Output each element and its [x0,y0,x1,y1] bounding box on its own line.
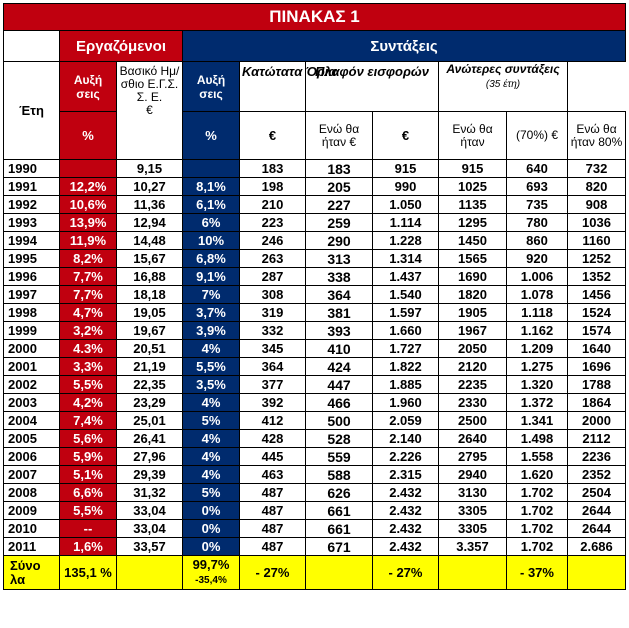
header-years: Έτη [4,62,60,160]
table-row [4,412,626,430]
cell-ceiling: 2.315 [373,466,439,484]
cell-ceiling-would-be: 915 [439,160,507,178]
cell-basic-wage: 23,29 [117,394,183,412]
cell-ceiling: 1.597 [373,304,439,322]
table-row [4,448,626,466]
cell-min-limit: 487 [240,538,306,556]
cell-raise-employees: 5,1% [60,466,117,484]
cell-min-would-be: 424 [306,358,373,376]
cell-raise-employees [60,160,117,178]
cell-upper-80: 1160 [568,232,626,250]
header-ceiling-euro: € [373,112,439,160]
cell-upper-70: 1.320 [507,376,568,394]
cell-upper-70: 1.558 [507,448,568,466]
header-upper-70: (70%) € [507,112,568,160]
cell-basic-wage: 15,67 [117,250,183,268]
table-row [4,430,626,448]
cell-min-would-be: 259 [306,214,373,232]
cell-upper-80: 1352 [568,268,626,286]
cell-raise-employees: 4.3% [60,340,117,358]
cell-raise-employees: 7,7% [60,286,117,304]
table-row [4,358,626,376]
cell-upper-70: 1.118 [507,304,568,322]
header-basic-wage-unit: € [146,103,153,117]
cell-upper-70: 735 [507,196,568,214]
cell-ceiling: 915 [373,160,439,178]
totals-min-empty [306,556,373,590]
table-row [4,304,626,322]
cell-ceiling: 1.437 [373,268,439,286]
cell-basic-wage: 33,57 [117,538,183,556]
cell-min-would-be: 500 [306,412,373,430]
cell-upper-70: 640 [507,160,568,178]
table-title: ΠΙΝΑΚΑΣ 1 [4,4,626,31]
cell-upper-70: 1.702 [507,538,568,556]
cell-upper-70: 1.498 [507,430,568,448]
cell-ceiling: 2.432 [373,538,439,556]
cell-ceiling-would-be: 1690 [439,268,507,286]
header-min-euro: € [240,112,306,160]
cell-ceiling-would-be: 3305 [439,520,507,538]
header-upper-pensions-label: Ανώτερες συντάξεις [446,62,560,76]
cell-raise-employees: 5,6% [60,430,117,448]
cell-min-limit: 428 [240,430,306,448]
cell-min-would-be: 183 [306,160,373,178]
cell-raise-employees: 4,7% [60,304,117,322]
header-raise-pensions-unit: % [183,112,240,160]
cell-raise-pensions [183,160,240,178]
cell-basic-wage: 21,19 [117,358,183,376]
cell-upper-70: 1.275 [507,358,568,376]
cell-upper-70: 1.620 [507,466,568,484]
header-min-would-be: Ενώ θα ήταν € [306,112,373,160]
cell-ceiling: 2.226 [373,448,439,466]
cell-min-limit: 287 [240,268,306,286]
cell-year: 1991 [4,178,60,196]
table-row [4,340,626,358]
cell-upper-80: 1788 [568,376,626,394]
cell-ceiling-would-be: 1565 [439,250,507,268]
cell-year: 2010 [4,520,60,538]
cell-min-would-be: 205 [306,178,373,196]
cell-upper-80: 2504 [568,484,626,502]
cell-min-limit: 210 [240,196,306,214]
totals-raise-pensions-sub: -35,4% [195,574,227,586]
group-pensions: Συντάξεις [183,31,626,62]
cell-min-would-be: 661 [306,520,373,538]
cell-upper-80: 2644 [568,502,626,520]
cell-upper-80: 2112 [568,430,626,448]
cell-upper-70: 693 [507,178,568,196]
cell-raise-pensions: 3,7% [183,304,240,322]
cell-raise-employees: 6,6% [60,484,117,502]
header-raise-employees: Αυξή σεις [60,62,117,112]
cell-basic-wage: 29,39 [117,466,183,484]
cell-raise-employees: 3,2% [60,322,117,340]
cell-ceiling: 1.540 [373,286,439,304]
cell-min-would-be: 447 [306,376,373,394]
header-basic-wage [117,62,183,160]
cell-upper-70: 1.702 [507,520,568,538]
cell-upper-80: 2.686 [568,538,626,556]
cell-raise-pensions: 10% [183,232,240,250]
cell-basic-wage: 19,67 [117,322,183,340]
cell-raise-employees: 7,4% [60,412,117,430]
cell-ceiling-would-be: 1135 [439,196,507,214]
cell-basic-wage: 20,51 [117,340,183,358]
header-raise-employees-unit: % [60,112,117,160]
cell-min-limit: 487 [240,520,306,538]
cell-min-would-be: 381 [306,304,373,322]
cell-upper-70: 1.078 [507,286,568,304]
cell-year: 2002 [4,376,60,394]
cell-ceiling: 1.960 [373,394,439,412]
cell-min-would-be: 410 [306,340,373,358]
cell-upper-80: 908 [568,196,626,214]
cell-upper-70: 1.162 [507,322,568,340]
table-row [4,466,626,484]
cell-min-limit: 412 [240,412,306,430]
cell-min-would-be: 364 [306,286,373,304]
cell-ceiling-would-be: 1025 [439,178,507,196]
table-row [4,394,626,412]
cell-upper-70: 1.702 [507,502,568,520]
cell-min-limit: 487 [240,484,306,502]
cell-basic-wage: 12,94 [117,214,183,232]
cell-raise-pensions: 9,1% [183,268,240,286]
cell-basic-wage: 14,48 [117,232,183,250]
cell-upper-70: 1.702 [507,484,568,502]
cell-raise-pensions: 4% [183,430,240,448]
cell-raise-employees: 13,9% [60,214,117,232]
header-min-limits: Κατώτατα Όρια [240,62,306,112]
totals-raise-employees: 135,1 % [60,556,117,590]
cell-ceiling-would-be: 1967 [439,322,507,340]
cell-year: 1997 [4,286,60,304]
cell-min-would-be: 626 [306,484,373,502]
cell-year: 2011 [4,538,60,556]
table-row [4,214,626,232]
header-ceiling: Πλαφόν εισφορών [306,62,439,112]
table-row [4,520,626,538]
header-upper-pensions-note: (35 έτη) [485,79,521,90]
cell-upper-80: 2352 [568,466,626,484]
cell-min-would-be: 290 [306,232,373,250]
cell-upper-80: 2644 [568,520,626,538]
cell-raise-pensions: 3,5% [183,376,240,394]
totals-label: Σύνο λα [4,556,60,590]
header-raise-pensions: Αυξή σεις [183,62,240,112]
cell-ceiling: 2.432 [373,520,439,538]
cell-ceiling-would-be: 3130 [439,484,507,502]
cell-raise-employees: 1,6% [60,538,117,556]
cell-min-would-be: 661 [306,502,373,520]
cell-min-would-be: 671 [306,538,373,556]
cell-upper-80: 2000 [568,412,626,430]
cell-min-limit: 445 [240,448,306,466]
cell-ceiling-would-be: 2500 [439,412,507,430]
totals-min-limits: - 27% [240,556,306,590]
table-row [4,250,626,268]
cell-ceiling-would-be: 3305 [439,502,507,520]
cell-ceiling: 2.432 [373,484,439,502]
cell-raise-pensions: 4% [183,394,240,412]
pinakas-table [3,3,626,590]
cell-ceiling: 1.050 [373,196,439,214]
cell-upper-80: 1640 [568,340,626,358]
cell-min-limit: 487 [240,502,306,520]
cell-upper-80: 2236 [568,448,626,466]
totals-basic-wage-empty [117,556,183,590]
cell-upper-70: 1.006 [507,268,568,286]
cell-min-limit: 332 [240,322,306,340]
cell-ceiling: 2.432 [373,502,439,520]
header-upper-80: Ενώ θα ήταν 80% [568,112,626,160]
cell-ceiling-would-be: 1295 [439,214,507,232]
cell-min-would-be: 393 [306,322,373,340]
cell-year: 2009 [4,502,60,520]
cell-raise-pensions: 7% [183,286,240,304]
cell-year: 1994 [4,232,60,250]
cell-raise-pensions: 5% [183,484,240,502]
cell-basic-wage: 10,27 [117,178,183,196]
cell-upper-80: 820 [568,178,626,196]
table-row [4,268,626,286]
cell-raise-employees: 10,6% [60,196,117,214]
cell-min-would-be: 313 [306,250,373,268]
cell-year: 1995 [4,250,60,268]
cell-basic-wage: 18,18 [117,286,183,304]
cell-basic-wage: 11,36 [117,196,183,214]
cell-raise-employees: 5,5% [60,502,117,520]
cell-min-would-be: 338 [306,268,373,286]
cell-upper-80: 1864 [568,394,626,412]
cell-min-limit: 377 [240,376,306,394]
cell-upper-70: 780 [507,214,568,232]
cell-year: 1993 [4,214,60,232]
cell-year: 1998 [4,304,60,322]
cell-min-would-be: 466 [306,394,373,412]
cell-ceiling: 2.059 [373,412,439,430]
cell-basic-wage: 22,35 [117,376,183,394]
cell-min-limit: 263 [240,250,306,268]
cell-basic-wage: 27,96 [117,448,183,466]
cell-year: 2003 [4,394,60,412]
cell-raise-pensions: 0% [183,520,240,538]
cell-raise-pensions: 0% [183,502,240,520]
cell-ceiling-would-be: 2235 [439,376,507,394]
cell-ceiling: 2.140 [373,430,439,448]
cell-ceiling-would-be: 2330 [439,394,507,412]
cell-basic-wage: 19,05 [117,304,183,322]
cell-upper-80: 1524 [568,304,626,322]
totals-raise-pensions [183,556,240,590]
totals-upper: - 37% [507,556,568,590]
cell-min-would-be: 528 [306,430,373,448]
cell-year: 2008 [4,484,60,502]
cell-ceiling-would-be: 1450 [439,232,507,250]
cell-basic-wage: 25,01 [117,412,183,430]
cell-raise-employees: 11,9% [60,232,117,250]
cell-ceiling-would-be: 1905 [439,304,507,322]
totals-row [4,556,626,590]
cell-year: 1990 [4,160,60,178]
totals-ceiling: - 27% [373,556,439,590]
cell-raise-employees: 5,9% [60,448,117,466]
cell-raise-pensions: 4% [183,448,240,466]
cell-raise-employees: 12,2% [60,178,117,196]
cell-raise-employees: -- [60,520,117,538]
header-ceiling-would-be: Ενώ θα ήταν [439,112,507,160]
cell-year: 2006 [4,448,60,466]
cell-min-limit: 308 [240,286,306,304]
cell-ceiling-would-be: 2795 [439,448,507,466]
header-basic-wage-label: Βασικό Ημ/σθιο Ε.Γ.Σ. Σ. Ε. [119,64,180,104]
table-row [4,160,626,178]
cell-raise-employees: 5,5% [60,376,117,394]
cell-upper-80: 1252 [568,250,626,268]
cell-year: 2000 [4,340,60,358]
cell-upper-70: 860 [507,232,568,250]
cell-raise-pensions: 3,9% [183,322,240,340]
cell-raise-employees: 8,2% [60,250,117,268]
cell-upper-70: 920 [507,250,568,268]
cell-ceiling-would-be: 2640 [439,430,507,448]
cell-min-limit: 183 [240,160,306,178]
cell-basic-wage: 31,32 [117,484,183,502]
cell-year: 1992 [4,196,60,214]
cell-upper-80: 1036 [568,214,626,232]
cell-min-limit: 364 [240,358,306,376]
cell-raise-pensions: 0% [183,538,240,556]
cell-ceiling-would-be: 2050 [439,340,507,358]
cell-ceiling-would-be: 2940 [439,466,507,484]
cell-raise-pensions: 8,1% [183,178,240,196]
cell-ceiling: 1.660 [373,322,439,340]
table-row [4,502,626,520]
table-row [4,196,626,214]
table-row [4,322,626,340]
table-row [4,376,626,394]
cell-ceiling-would-be: 2120 [439,358,507,376]
cell-year: 2001 [4,358,60,376]
cell-ceiling: 1.822 [373,358,439,376]
totals-ceiling-empty [439,556,507,590]
cell-raise-pensions: 4% [183,466,240,484]
table-row [4,232,626,250]
cell-year: 2004 [4,412,60,430]
cell-basic-wage: 33,04 [117,520,183,538]
cell-upper-70: 1.341 [507,412,568,430]
cell-raise-employees: 7,7% [60,268,117,286]
header-upper-pensions [439,62,568,112]
cell-basic-wage: 9,15 [117,160,183,178]
totals-raise-pensions-value: 99,7% [192,556,230,572]
cell-year: 1999 [4,322,60,340]
cell-ceiling: 990 [373,178,439,196]
totals-upper-empty [568,556,626,590]
cell-upper-80: 1574 [568,322,626,340]
cell-raise-pensions: 4% [183,340,240,358]
cell-year: 1996 [4,268,60,286]
cell-upper-70: 1.372 [507,394,568,412]
cell-upper-80: 1696 [568,358,626,376]
cell-ceiling: 1.727 [373,340,439,358]
cell-year: 2005 [4,430,60,448]
cell-min-would-be: 559 [306,448,373,466]
cell-ceiling: 1.228 [373,232,439,250]
cell-raise-pensions: 6% [183,214,240,232]
cell-raise-pensions: 5,5% [183,358,240,376]
cell-raise-pensions: 5% [183,412,240,430]
cell-min-would-be: 588 [306,466,373,484]
cell-ceiling: 1.314 [373,250,439,268]
cell-min-would-be: 227 [306,196,373,214]
cell-min-limit: 345 [240,340,306,358]
cell-min-limit: 246 [240,232,306,250]
table-row [4,286,626,304]
cell-min-limit: 463 [240,466,306,484]
cell-basic-wage: 33,04 [117,502,183,520]
cell-min-limit: 223 [240,214,306,232]
table-row [4,484,626,502]
cell-year: 2007 [4,466,60,484]
cell-ceiling-would-be: 1820 [439,286,507,304]
group-employees: Εργαζόμενοι [60,31,183,62]
cell-ceiling: 1.114 [373,214,439,232]
cell-ceiling-would-be: 3.357 [439,538,507,556]
table-row [4,178,626,196]
header-spacer [4,31,60,62]
cell-raise-employees: 3,3% [60,358,117,376]
cell-upper-70: 1.209 [507,340,568,358]
cell-upper-80: 1456 [568,286,626,304]
cell-basic-wage: 26,41 [117,430,183,448]
cell-raise-pensions: 6,8% [183,250,240,268]
table-row [4,538,626,556]
cell-upper-80: 732 [568,160,626,178]
cell-min-limit: 392 [240,394,306,412]
cell-basic-wage: 16,88 [117,268,183,286]
cell-raise-employees: 4,2% [60,394,117,412]
cell-min-limit: 198 [240,178,306,196]
cell-min-limit: 319 [240,304,306,322]
cell-ceiling: 1.885 [373,376,439,394]
cell-raise-pensions: 6,1% [183,196,240,214]
